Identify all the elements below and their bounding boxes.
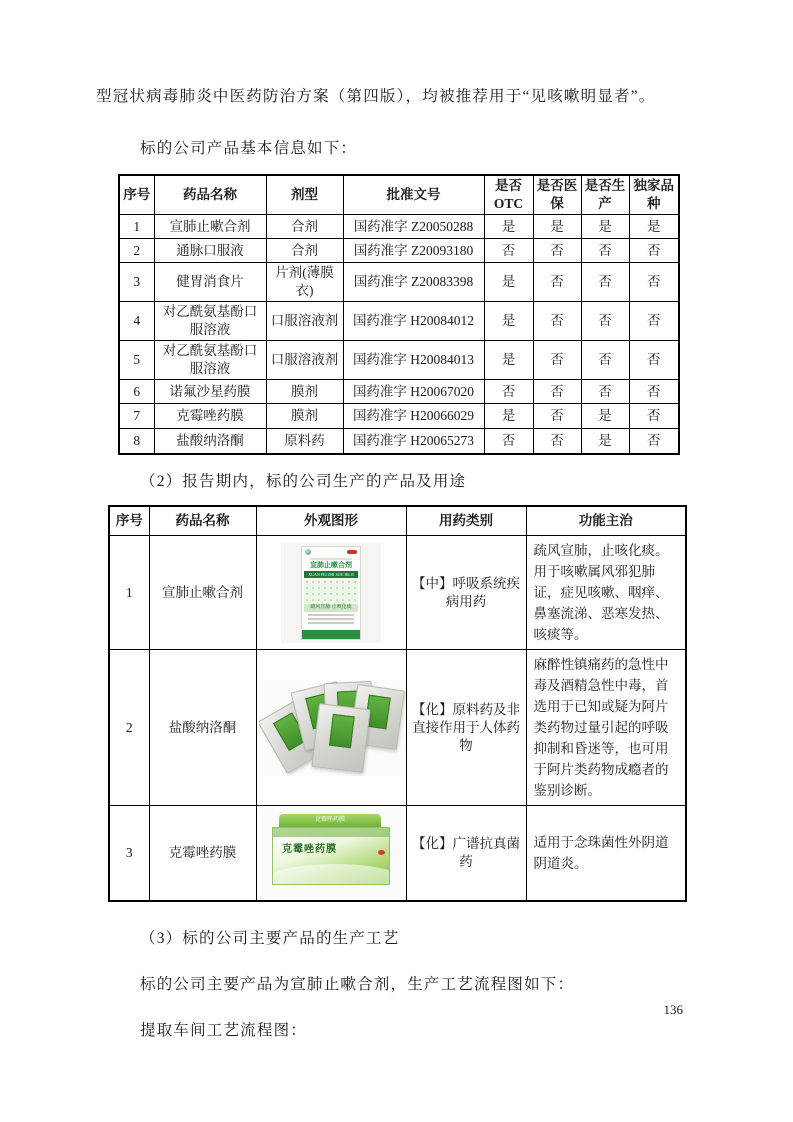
cell-exclusive: 是 [629,215,679,239]
section3-paragraph2: 提取车间工艺流程图： [140,1022,308,1039]
cell-medicare: 否 [533,263,581,302]
cell-medicare: 否 [533,341,581,380]
product-photo-kemeizuo-yaomo [261,809,401,897]
product-usage-table [108,505,687,903]
cell-drug-name: 健胃消食片 [154,263,266,302]
cell-in-production: 否 [581,380,629,404]
carton-top-strip [273,828,389,837]
table-row [119,404,679,429]
cell-approval-no: 国药准字 Z20083398 [343,263,484,302]
cell-product-photo [256,806,406,902]
cell-exclusive: 否 [629,380,679,404]
carton-hang-tab: 克霉唑药膜 [279,814,381,827]
cell-approval-no: 国药准字 H20084013 [343,341,484,380]
cell-dosage-form: 合剂 [266,239,343,263]
cell-otc: 否 [484,429,533,454]
carton-fine-print [302,612,360,629]
cell-serial: 1 [109,536,149,650]
cell-medicare: 否 [533,302,581,341]
cell-medicare: 否 [533,429,581,454]
cell-dosage-form: 口服溶液剂 [266,302,343,341]
page-number: 136 [663,1002,683,1017]
carton-pinyin: XUAN FEI ZHI SOU HE JI [304,571,358,578]
cell-serial: 1 [119,215,154,239]
table-row [109,650,686,806]
product-photo-xuanfei-zhisou-heji [281,543,381,643]
cell-product-photo [256,536,406,650]
medicine-carton [301,546,361,640]
cell-exclusive: 否 [629,263,679,302]
column-header: 序号 [119,175,154,215]
carton-footer-band [302,630,360,639]
table-header-row [109,506,686,536]
cell-drug-name: 对乙酰氨基酚口服溶液 [154,341,266,380]
cell-in-production: 是 [581,429,629,454]
carton-title: 宣肺止嗽合剂 [310,560,352,569]
cell-dosage-form: 合剂 [266,215,343,239]
cell-in-production: 否 [581,239,629,263]
column-header: 功能主治 [526,506,686,536]
cell-medicare: 否 [533,404,581,429]
cell-serial: 6 [119,380,154,404]
cell-drug-name: 通脉口服液 [154,239,266,263]
table-row [119,429,679,454]
column-header: 剂型 [266,175,343,215]
cell-drug-name: 宣肺止嗽合剂 [149,536,256,650]
cell-exclusive: 否 [629,239,679,263]
cell-approval-no: 国药准字 H20084012 [343,302,484,341]
cell-medicare: 否 [533,239,581,263]
cell-category: 【中】呼吸系统疾病用药 [406,536,526,650]
table-row [119,263,679,302]
column-header: 药品名称 [149,506,256,536]
cell-drug-name: 克霉唑药膜 [149,806,256,902]
carton-title: 克霉唑药膜 [282,844,337,855]
table-row [119,380,679,404]
cell-drug-name: 克霉唑药膜 [154,404,266,429]
brand-logo-icon [305,549,311,555]
section3-heading: （3）标的公司主要产品的生产工艺 [140,930,400,947]
cell-approval-no: 国药准字 H20066029 [343,404,484,429]
column-header: 药品名称 [154,175,266,215]
table-row [119,239,679,263]
cell-approval-no: 国药准字 Z20050288 [343,215,484,239]
foil-pouch [311,703,370,773]
section3-paragraph1: 标的公司主要产品为宣肺止嗽合剂，生产工艺流程图如下： [140,976,575,993]
cell-drug-name: 盐酸纳洛酮 [149,650,256,806]
otc-badge-icon [347,550,357,554]
cell-otc: 是 [484,302,533,341]
column-header: 是否OTC [484,175,533,215]
column-header: 独家品种 [629,175,679,215]
cell-category: 【化】原料药及非直接作用于人体药物 [406,650,526,806]
cell-otc: 否 [484,380,533,404]
column-header: 序号 [109,506,149,536]
cell-otc: 是 [484,215,533,239]
cell-drug-name: 宣肺止嗽合剂 [154,215,266,239]
carton-pattern [304,579,358,603]
cell-dosage-form: 膜剂 [266,404,343,429]
cell-in-production: 是 [581,404,629,429]
column-header: 外观图形 [256,506,406,536]
cell-approval-no: 国药准字 Z20093180 [343,239,484,263]
lead-in-text: 标的公司产品基本信息如下： [140,140,358,157]
cell-serial: 2 [119,239,154,263]
cell-approval-no: 国药准字 H20067020 [343,380,484,404]
carton-slogan: 疏风宣肺 止咳化痰 [304,604,358,612]
column-header: 用药类别 [406,506,526,536]
cell-serial: 5 [119,341,154,380]
table-row [119,341,679,380]
product-photo-naloxone-pouches [259,680,407,776]
cell-serial: 7 [119,404,154,429]
cell-product-photo [256,650,406,806]
cell-indication: 适用于念珠菌性外阴道阴道炎。 [526,806,686,902]
table-row [119,215,679,239]
cell-drug-name: 诺氟沙星药膜 [154,380,266,404]
table-row [119,302,679,341]
cell-otc: 否 [484,239,533,263]
cell-approval-no: 国药准字 H20065273 [343,429,484,454]
cell-dosage-form: 膜剂 [266,380,343,404]
carton-wave-graphic [272,864,390,885]
cell-exclusive: 否 [629,429,679,454]
product-basic-info-table [118,174,680,455]
cell-drug-name: 盐酸纳洛酮 [154,429,266,454]
cell-exclusive: 否 [629,341,679,380]
cell-medicare: 否 [533,380,581,404]
cell-exclusive: 否 [629,302,679,341]
cell-in-production: 否 [581,302,629,341]
cell-in-production: 否 [581,341,629,380]
cell-in-production: 否 [581,263,629,302]
medicine-carton [272,817,390,885]
cell-in-production: 是 [581,215,629,239]
cell-dosage-form: 片剂(薄膜衣) [266,263,343,302]
cell-serial: 8 [119,429,154,454]
column-header: 批准文号 [343,175,484,215]
column-header: 是否生产 [581,175,629,215]
cell-serial: 3 [119,263,154,302]
otc-badge-icon [378,850,385,855]
cell-exclusive: 否 [629,404,679,429]
table-header-row [119,175,679,215]
intro-paragraph: 型冠状病毒肺炎中医药防治方案（第四版），均被推荐用于“见咳嗽明显者”。 [96,88,656,105]
cell-serial: 2 [109,650,149,806]
table-row [109,806,686,902]
cell-dosage-form: 口服溶液剂 [266,341,343,380]
cell-otc: 是 [484,263,533,302]
cell-indication: 麻醉性镇痛药的急性中毒及酒精急性中毒，首选用于已知或疑为阿片类药物过量引起的呼吸抑制和昏迷等，也可用于阿片类药物成瘾者的鉴别诊断。 [526,650,686,806]
cell-serial: 4 [119,302,154,341]
cell-medicare: 是 [533,215,581,239]
cell-otc: 是 [484,404,533,429]
cell-category: 【化】广谱抗真菌药 [406,806,526,902]
cell-otc: 是 [484,341,533,380]
cell-dosage-form: 原料药 [266,429,343,454]
cell-indication: 疏风宣肺，止咳化痰。用于咳嗽属风邪犯肺证，症见咳嗽、咽痒、鼻塞流涕、恶寒发热、咳痰等。 [526,536,686,650]
cell-drug-name: 对乙酰氨基酚口服溶液 [154,302,266,341]
column-header: 是否医保 [533,175,581,215]
cell-serial: 3 [109,806,149,902]
table-row [109,536,686,650]
section2-heading: （2）报告期内，标的公司生产的产品及用途 [140,472,467,490]
